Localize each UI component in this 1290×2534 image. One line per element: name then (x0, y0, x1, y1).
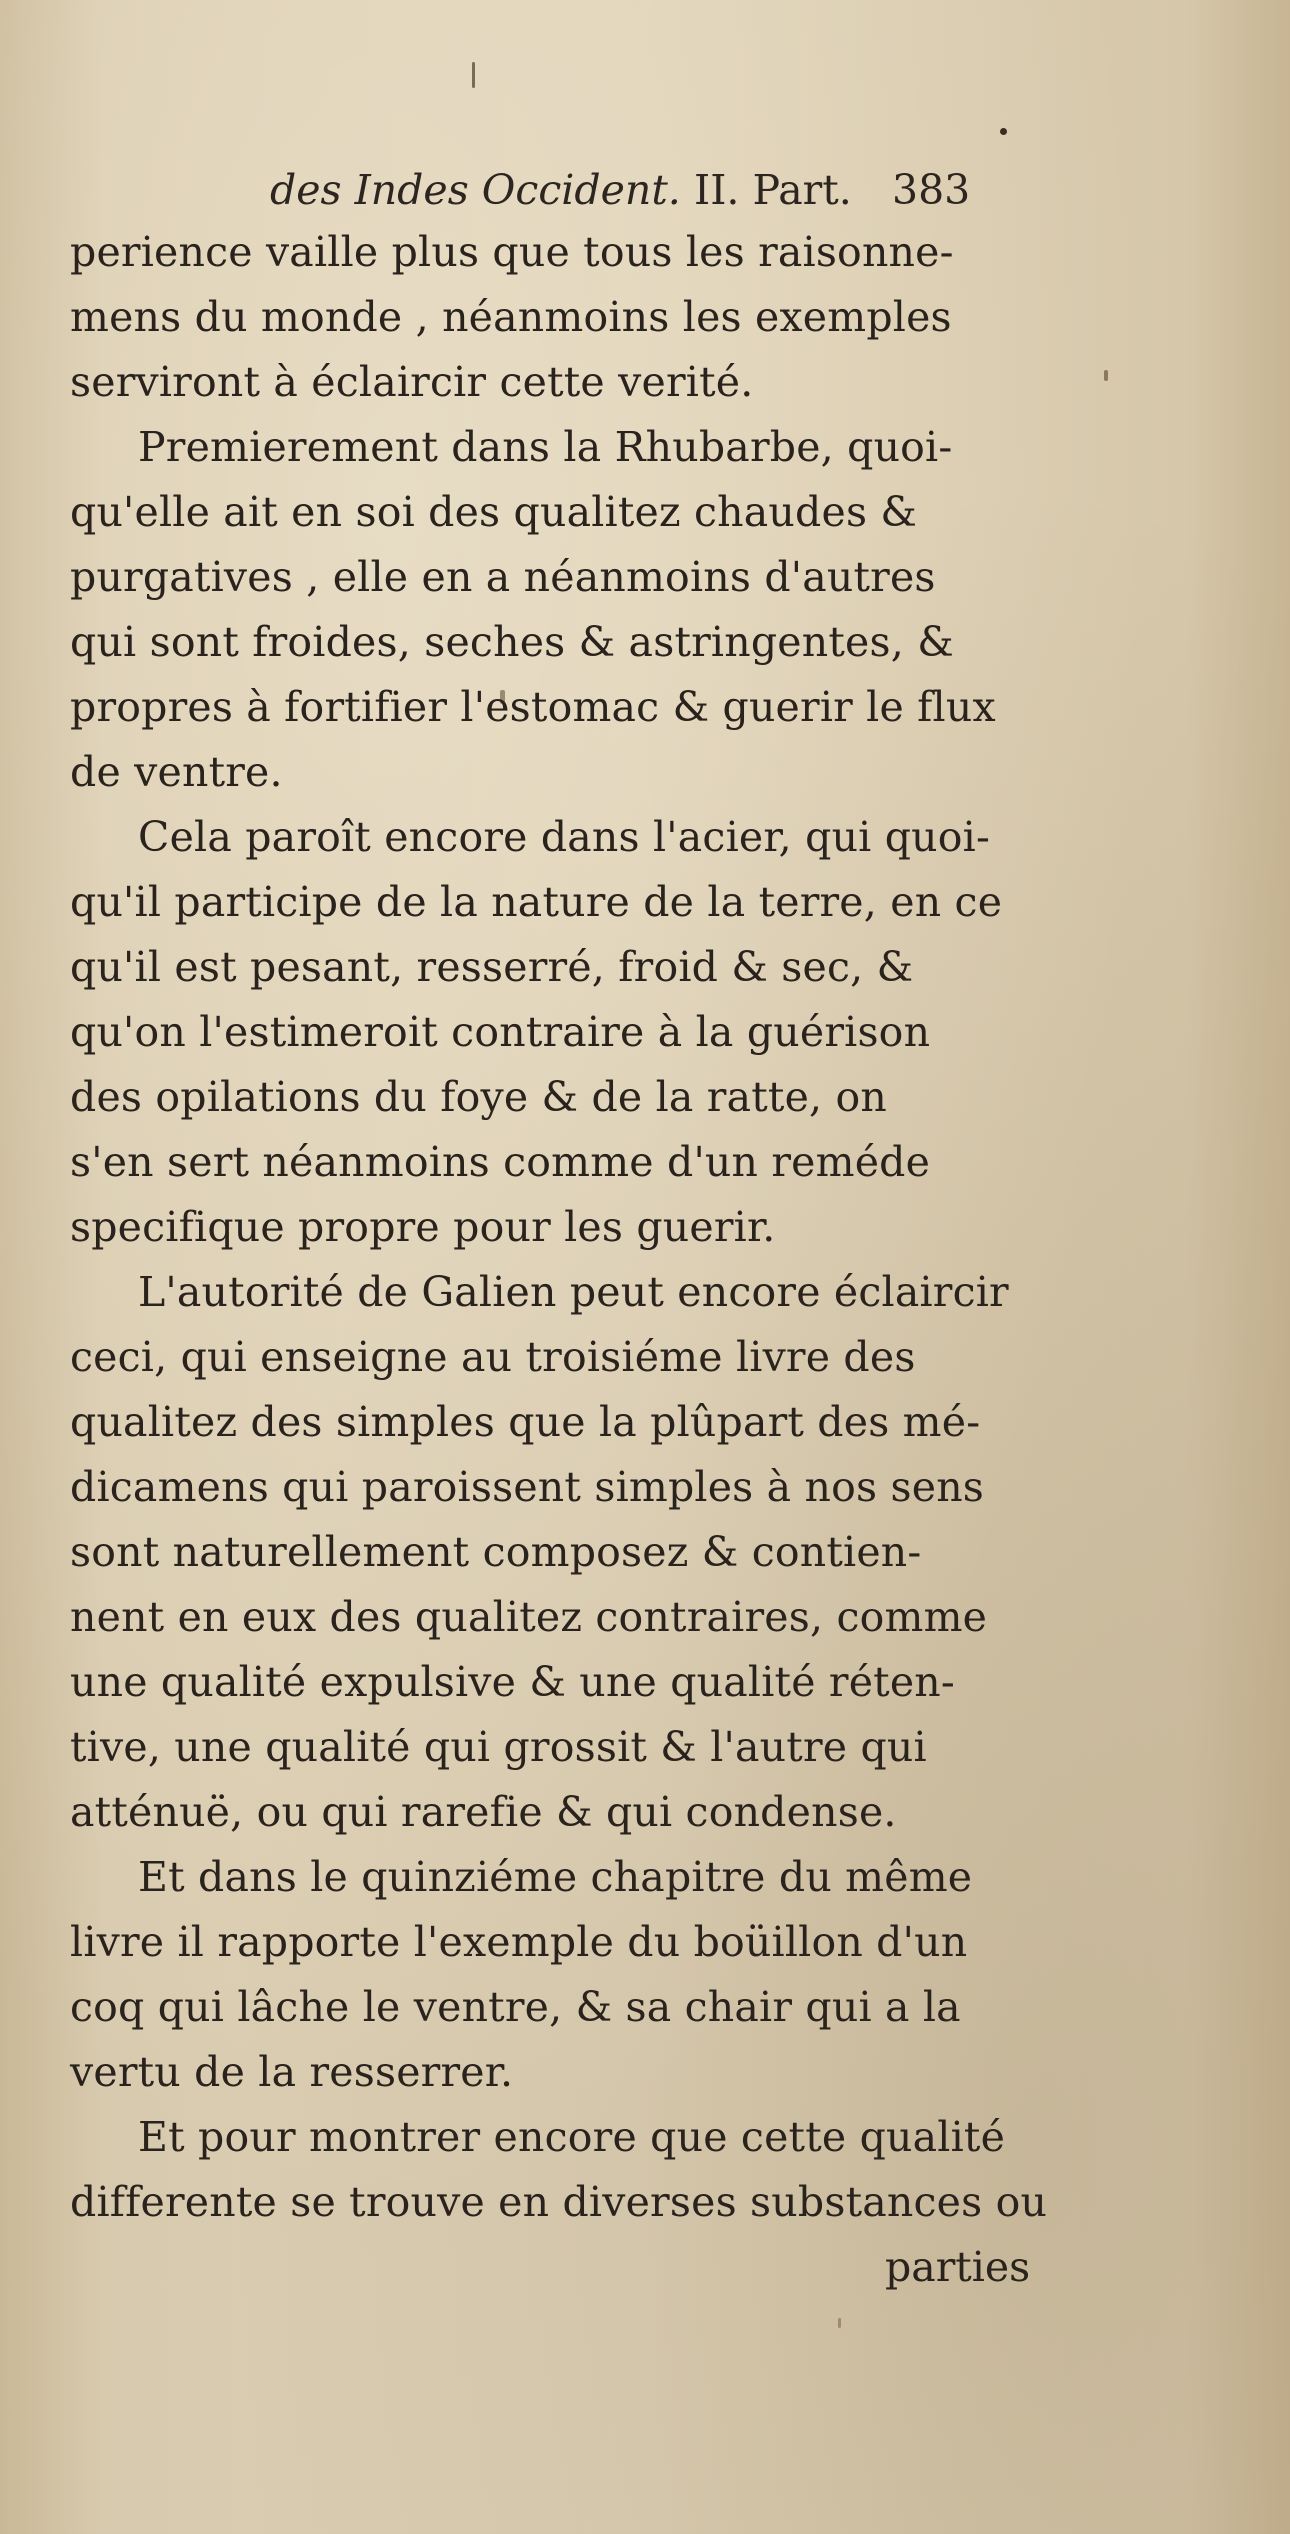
text-line: atténuë, ou qui rarefie & qui condense. (70, 1788, 897, 1836)
text-line: vertu de la resserrer. (70, 2048, 514, 2096)
paragraph-first-line: Et pour montrer encore que cette qualité (138, 2113, 1006, 2161)
text-line: nent en eux des qualitez contraires, comme (70, 1593, 988, 1641)
text-line: qu'il est pesant, resserré, froid & sec, & (70, 943, 914, 991)
text-line: perience vaille plus que tous les raisonne- (70, 228, 954, 276)
text-line: mens du monde , néanmoins les exemples (70, 293, 952, 341)
running-head (270, 160, 1070, 220)
text-line: tive, une qualité qui grossit & l'autre qui (70, 1723, 927, 1771)
paragraph-first-line: L'autorité de Galien peut encore éclaircir (138, 1268, 1009, 1316)
running-head-part: II. Part. (694, 166, 852, 214)
text-line: specifique propre pour les guerir. (70, 1203, 776, 1251)
text-line: qu'on l'estimeroit contraire à la guérison (70, 1008, 931, 1056)
text-line: qualitez des simples que la plûpart des mé- (70, 1398, 981, 1446)
running-head-title: des Indes Occident. (270, 166, 681, 214)
paper-mark (472, 62, 475, 88)
paragraph-first-line: Cela paroît encore dans l'acier, qui quoi- (138, 813, 991, 861)
text-line: purgatives , elle en a néanmoins d'autres (70, 553, 936, 601)
text-line: differente se trouve en diverses substances ou (70, 2178, 1048, 2226)
text-line: une qualité expulsive & une qualité réten- (70, 1658, 955, 1706)
text-line: qu'elle ait en soi des qualitez chaudes & (70, 488, 918, 536)
text-line: qu'il participe de la nature de la terre, en ce (70, 878, 1003, 926)
ink-spot (1000, 128, 1007, 135)
paragraph-first-line: Et dans le quinziéme chapitre du même (138, 1853, 973, 1901)
text-line: s'en sert néanmoins comme d'un reméde (70, 1138, 931, 1186)
text-line: livre il rapporte l'exemple du boüillon d'un (70, 1918, 968, 1966)
text-line: serviront à éclaircir cette verité. (70, 358, 754, 406)
paper-mark (1104, 370, 1108, 381)
paper-mark (838, 2318, 841, 2328)
text-line: ceci, qui enseigne au troisiéme livre des (70, 1333, 916, 1381)
page-number: 383 (892, 166, 971, 214)
text-line: qui sont froides, seches & astringentes, & (70, 618, 954, 666)
text-line: dicamens qui paroissent simples à nos sens (70, 1463, 985, 1511)
text-line: de ventre. (70, 748, 283, 796)
text-line: des opilations du foye & de la ratte, on (70, 1073, 888, 1121)
text-line: coq qui lâche le ventre, & sa chair qui a la (70, 1983, 961, 2031)
body-text (70, 220, 1070, 2235)
text-line: propres à fortifier l'estomac & guerir le flux (70, 683, 996, 731)
text-line: sont naturellement composez & contien- (70, 1528, 922, 1576)
paragraph-first-line: Premierement dans la Rhubarbe, quoi- (138, 423, 953, 471)
catchword: parties (885, 2243, 1031, 2291)
